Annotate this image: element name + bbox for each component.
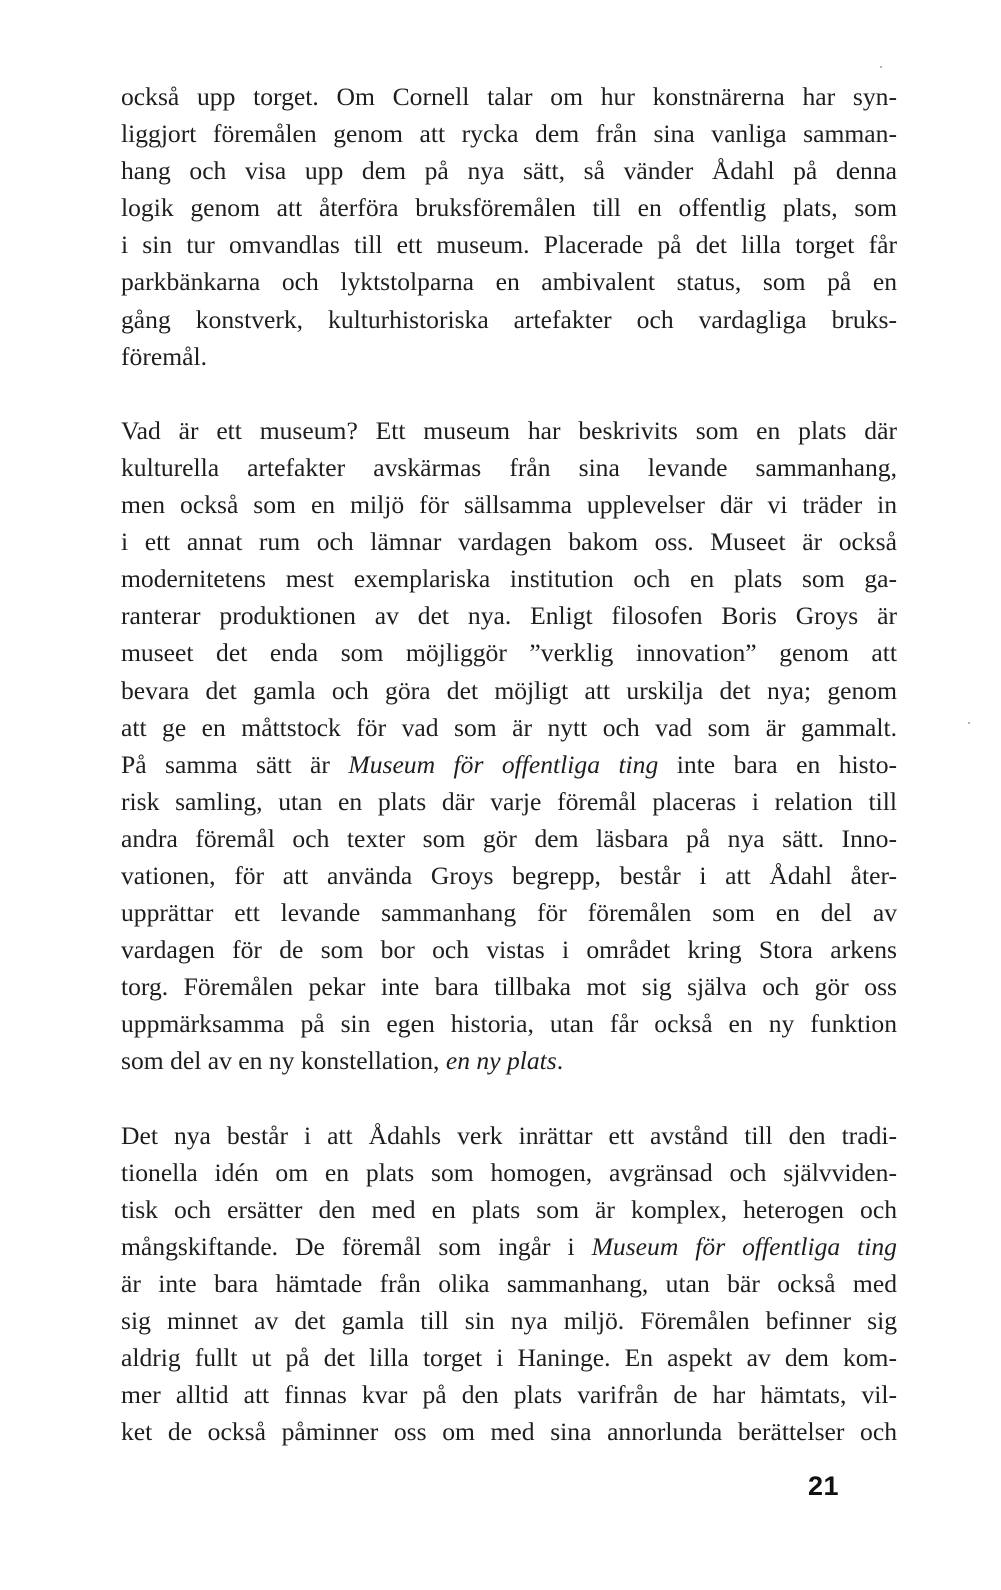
scan-speck (968, 722, 970, 724)
text-segment: sig minnet av det gamla till sin nya miljö. Föremålen befinner sig (121, 1306, 897, 1336)
text-line (121, 746, 897, 783)
text-line (121, 152, 897, 189)
text-segment: tionella idén om en plats som homogen, avgränsad och självviden- (121, 1157, 897, 1187)
text-line (121, 1339, 897, 1376)
text-segment: mer alltid att finnas kvar på den plats varifrån de har hämtats, vil- (121, 1380, 897, 1410)
text-segment: risk samling, utan en plats där varje föremål placeras i relation till (121, 786, 897, 816)
text-segment: i ett annat rum och lämnar vardagen bakom oss. Museet är också (121, 527, 897, 557)
italic-title: Museum för offentliga ting (348, 749, 659, 779)
text-segment: inte bara en histo- (658, 749, 898, 779)
text-segment: också upp torget. Om Cornell talar om hur konstnärerna har syn- (121, 82, 897, 111)
text-line (121, 1191, 897, 1228)
italic-title: Museum för offentliga ting (591, 1231, 897, 1261)
text-segment: ranterar produktionen av det nya. Enligt filosofen Boris Groys är (121, 601, 897, 631)
body-text (121, 78, 897, 1450)
paragraph-gap (121, 1080, 897, 1117)
text-segment: i sin tur omvandlas till ett museum. Placerade på det lilla torget får (121, 230, 897, 260)
text-segment: tisk och ersätter den med en plats som är komplex, heterogen och (121, 1194, 897, 1224)
text-line (121, 301, 897, 338)
text-segment: mångskiftande. De föremål som ingår i (121, 1231, 592, 1261)
text-line (121, 1413, 897, 1450)
text-segment: gång konstverk, kulturhistoriska artefakter och vardagliga bruks- (121, 304, 897, 334)
text-segment: Det nya består i att Ådahls verk inrättar ett avstånd till den tradi- (121, 1120, 897, 1150)
text-line (121, 783, 897, 820)
text-segment: vardagen för de som bor och vistas i området kring Stora arkens (121, 935, 897, 965)
text-segment: Vad är ett museum? Ett museum har beskrivits som en plats där (121, 415, 897, 445)
paragraph (121, 1117, 897, 1451)
paragraph (121, 78, 897, 375)
text-line (121, 1228, 897, 1265)
page-number: 21 (808, 1471, 840, 1501)
text-line (121, 226, 897, 263)
text-line (121, 412, 897, 449)
text-line (121, 597, 897, 634)
text-segment: upprättar ett levande sammanhang för föremålen som en del av (121, 898, 897, 928)
text-segment: vationen, för att använda Groys begrepp, består i att Ådahl åter- (121, 860, 897, 890)
text-segment: parkbänkarna och lyktstolparna en ambivalent status, som på en (121, 267, 897, 297)
text-segment: är inte bara hämtade från olika sammanhang, utan bär också med (121, 1269, 897, 1298)
text-line (121, 931, 897, 968)
paragraph (121, 412, 897, 1080)
text-segment: uppmärksamma på sin egen historia, utan får också en ny funktion (121, 1009, 897, 1039)
text-segment: att ge en måttstock för vad som är nytt och vad som är gammalt. (121, 712, 897, 742)
text-line (121, 1042, 897, 1079)
text-line (121, 709, 897, 746)
text-segment: men också som en miljö för sällsamma upplevelser där vi träder in (121, 490, 897, 520)
text-line (121, 263, 897, 300)
text-segment: torg. Föremålen pekar inte bara tillbaka mot sig själva och gör oss (121, 972, 897, 1002)
text-line (121, 449, 897, 486)
text-segment: På samma sätt är (121, 749, 349, 779)
text-line (121, 820, 897, 857)
text-line (121, 523, 897, 560)
text-line (121, 1265, 897, 1302)
text-segment: kulturella artefakter avskärmas från sina levande sammanhang, (121, 452, 897, 482)
italic-title: en ny plats (445, 1046, 557, 1076)
text-line (121, 1154, 897, 1191)
text-line (121, 894, 897, 931)
text-segment: som del av en ny konstellation, (121, 1046, 446, 1076)
text-segment: hang och visa upp dem på nya sätt, så vänder Ådahl på denna (121, 156, 897, 186)
paragraph-gap (121, 375, 897, 412)
text-segment: bevara det gamla och göra det möjligt att urskilja det nya; genom (121, 675, 897, 705)
scan-speck (880, 66, 882, 68)
text-line (121, 486, 897, 523)
text-segment: liggjort föremålen genom att rycka dem från sina vanliga samman- (121, 119, 897, 149)
text-segment: andra föremål och texter som gör dem läsbara på nya sätt. Inno- (121, 823, 897, 853)
text-line (121, 857, 897, 894)
text-line (121, 1117, 897, 1154)
text-segment: modernitetens mest exemplariska institution och en plats som ga- (121, 564, 897, 594)
text-line (121, 78, 897, 115)
text-line (121, 634, 897, 671)
text-line (121, 338, 897, 375)
text-segment: ket de också påminner oss om med sina annorlunda berättelser och (121, 1417, 897, 1447)
text-line (121, 560, 897, 597)
text-line (121, 115, 897, 152)
text-line (121, 1005, 897, 1042)
text-line (121, 1302, 897, 1339)
text-line (121, 1376, 897, 1413)
text-segment: föremål. (121, 341, 207, 371)
text-segment: museet det enda som möjliggör ”verklig innovation” genom att (121, 638, 897, 668)
text-line (121, 672, 897, 709)
text-segment: logik genom att återföra bruksföremålen till en offentlig plats, som (121, 193, 897, 223)
text-segment: aldrig fullt ut på det lilla torget i Haninge. En aspekt av dem kom- (121, 1343, 897, 1373)
text-line (121, 968, 897, 1005)
text-segment: . (556, 1046, 564, 1076)
text-line (121, 189, 897, 226)
